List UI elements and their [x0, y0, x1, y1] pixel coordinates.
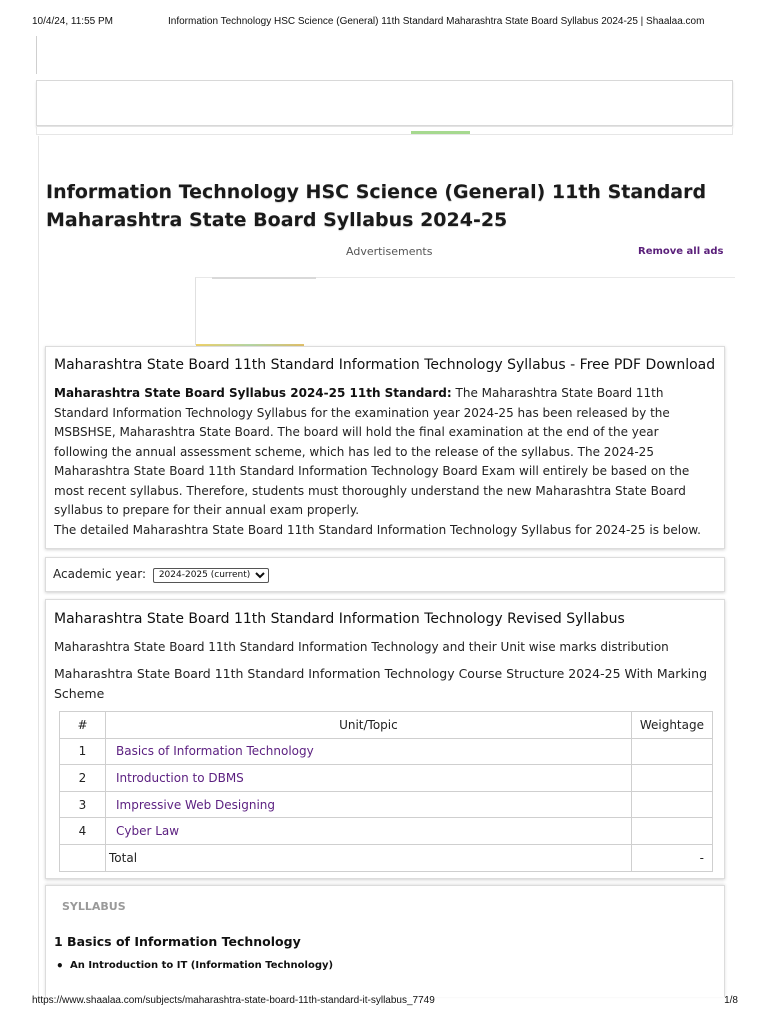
syllabus-detail-card	[45, 885, 725, 997]
revised-syllabus-card	[45, 599, 725, 879]
left-rule	[36, 36, 37, 74]
table-row	[60, 738, 713, 765]
ad-slot	[195, 277, 735, 345]
page-title: Information Technology HSC Science (General) 11th Standard Maharashtra State Board Syllabus 2024-25	[46, 181, 707, 231]
print-header	[32, 16, 722, 30]
header-number: #	[60, 712, 106, 739]
intro-lead-text: The Maharashtra State Board 11th Standard Information Technology Syllabus for the examination year 2024-25 has been released by the MSBSHSE, Maharashtra State Board. The board will hold the final examination at the end of the year following the annual assessment scheme, which has led to the release of the syllabus. The 2024-25 Maharashtra State Board 11th Standard Information Technology Board Exam will entirely be based on the most recent syllabus. Therefore, students must thoroughly understand the new Maharashtra State Board syllabus to prepare for their annual exam properly.	[54, 386, 690, 517]
row-number: 2	[60, 765, 106, 792]
row-topic	[106, 765, 632, 792]
unit-link[interactable]: Introduction to DBMS	[116, 770, 244, 785]
row-topic	[106, 818, 632, 845]
nav-strip	[36, 127, 733, 135]
list-item: • An Introduction to IT (Information Technology)	[70, 960, 333, 971]
course-structure-heading: Maharashtra State Board 11th Standard Information Technology Course Structure 2024-25 With Marking Scheme	[54, 666, 708, 701]
ad-slot-top-edge	[212, 277, 316, 279]
unit-link[interactable]: Basics of Information Technology	[116, 744, 314, 759]
total-label: Total	[106, 844, 632, 871]
header-weightage: Weightage	[631, 712, 712, 739]
row-weightage	[631, 738, 712, 765]
syllabus-tag: SYLLABUS	[62, 900, 126, 913]
units-table	[59, 711, 713, 872]
total-value: -	[631, 844, 712, 871]
active-tab-indicator	[411, 131, 470, 134]
header-unit-topic: Unit/Topic	[106, 712, 632, 739]
row-weightage	[631, 765, 712, 792]
row-weightage	[631, 791, 712, 818]
advertisements-label: Advertisements	[346, 245, 433, 258]
content-left-rule	[38, 136, 39, 996]
unit-link[interactable]: Impressive Web Designing	[116, 797, 275, 812]
site-header-bar	[36, 80, 733, 126]
row-topic	[106, 738, 632, 765]
unit-link[interactable]: Cyber Law	[116, 824, 180, 839]
remove-all-ads-link[interactable]: Remove all ads	[638, 246, 724, 257]
academic-year-select[interactable]	[153, 568, 269, 583]
row-weightage	[631, 818, 712, 845]
academic-year-card	[45, 557, 725, 592]
intro-card	[45, 346, 725, 549]
table-row	[60, 791, 713, 818]
unit-heading: 1 Basics of Information Technology	[54, 934, 301, 949]
row-number: 4	[60, 818, 106, 845]
table-row	[60, 818, 713, 845]
table-total-row	[60, 844, 713, 871]
print-url: https://www.shaalaa.com/subjects/maharashtra-state-board-11th-standard-it-syllabus_7749	[32, 995, 435, 1006]
unit-marks-subheading: Maharashtra State Board 11th Standard Information Technology and their Unit wise marks distribution	[54, 640, 669, 654]
total-number-cell	[60, 844, 106, 871]
print-document-title: Information Technology HSC Science (General) 11th Standard Maharashtra State Board Syllabus 2024-25 | Shaalaa.com	[168, 16, 705, 27]
intro-heading: Maharashtra State Board 11th Standard Information Technology Syllabus - Free PDF Download	[54, 357, 716, 373]
print-page-number: 1/8	[724, 995, 738, 1006]
print-footer	[32, 995, 738, 1009]
print-datetime: 10/4/24, 11:55 PM	[32, 16, 113, 27]
topic-list	[70, 960, 333, 971]
row-number: 1	[60, 738, 106, 765]
table-row	[60, 765, 713, 792]
intro-paragraph	[54, 384, 716, 521]
row-number: 3	[60, 791, 106, 818]
intro-lead-bold: Maharashtra State Board Syllabus 2024-25 11th Standard:	[54, 386, 452, 400]
academic-year-label: Academic year:	[53, 567, 146, 581]
row-topic	[106, 791, 632, 818]
revised-syllabus-heading: Maharashtra State Board 11th Standard Information Technology Revised Syllabus	[54, 611, 625, 627]
intro-detail-text: The detailed Maharashtra State Board 11th Standard Information Technology Syllabus for 2024-25 is below.	[54, 522, 701, 537]
units-table-header-row	[60, 712, 713, 739]
